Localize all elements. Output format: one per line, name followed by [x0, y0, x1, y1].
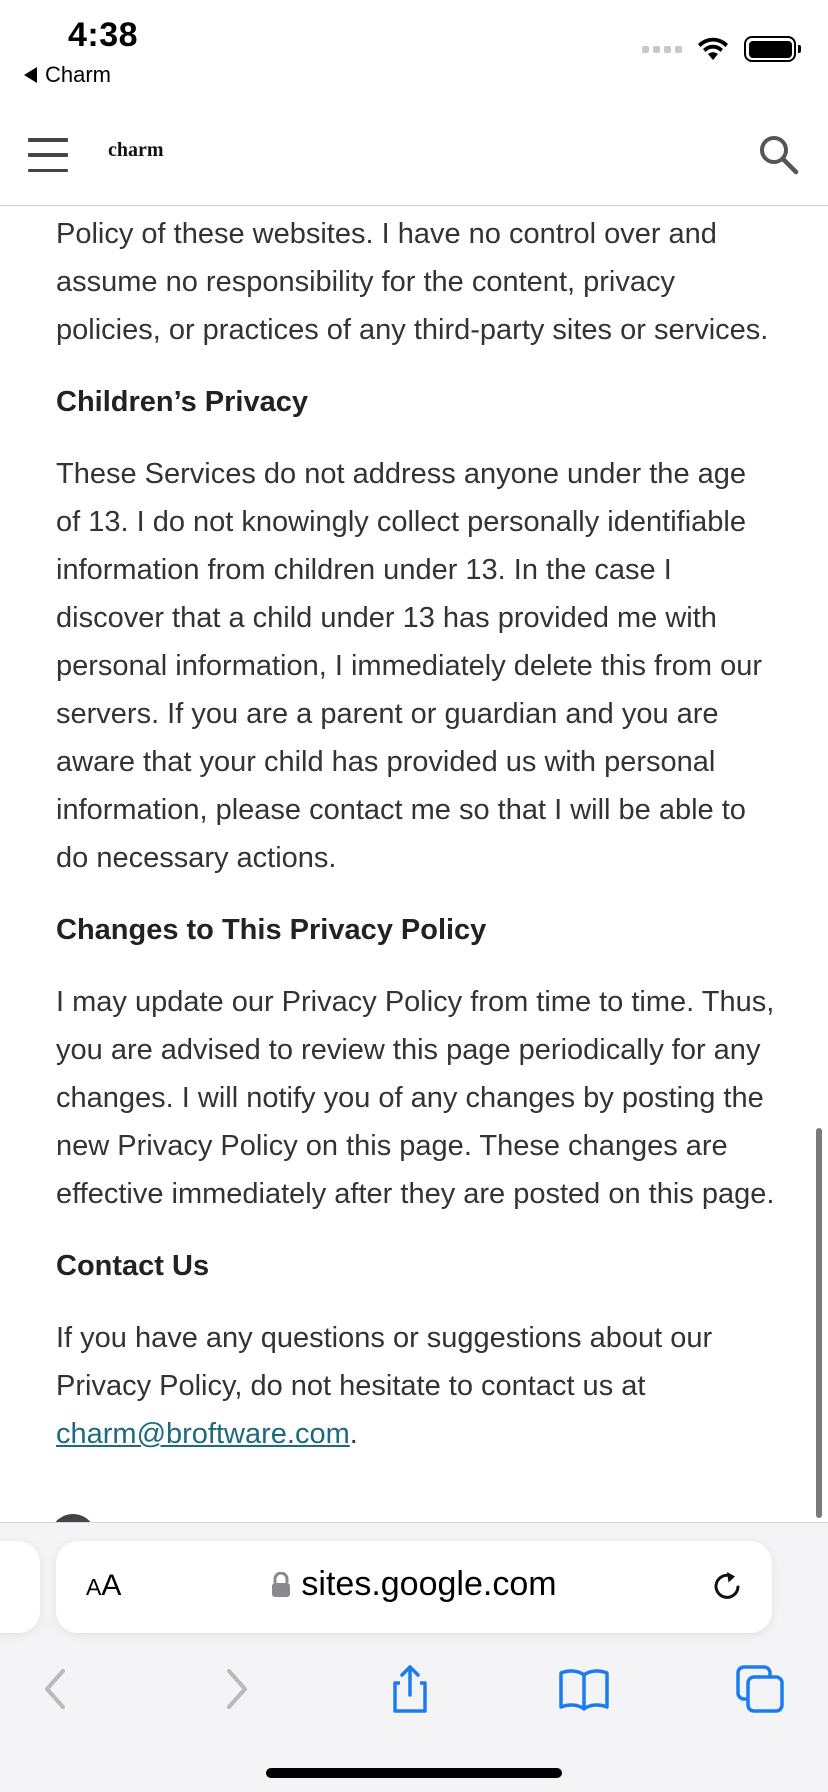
search-icon[interactable] — [756, 132, 800, 176]
home-indicator[interactable] — [266, 1768, 562, 1778]
tabs-icon[interactable] — [732, 1661, 788, 1717]
url-display[interactable] — [56, 1565, 772, 1604]
contact-period: . — [349, 1418, 358, 1450]
back-app-label: Charm — [45, 62, 112, 87]
back-triangle-icon — [24, 67, 37, 83]
article-content — [56, 206, 776, 1521]
childrens-privacy-paragraph: These Services do not address anyone under the age of 13. I do not knowingly collect personally identifiable information from children under 13. In the case I discover that a child under 13 has provided me with personal information, I immediately delete this from our servers. If you are a parent or guardian and you are aware that your child has provided us with personal information, please contact me so that I will be able to do necessary actions. — [56, 458, 762, 874]
site-brand[interactable]: charm — [108, 139, 164, 161]
policy-changes-heading: Changes to This Privacy Policy — [56, 914, 487, 946]
reload-icon[interactable] — [708, 1567, 746, 1605]
third-party-paragraph: Policy of these websites. I have no control over and assume no responsibility for the content, privacy policies, or practices of any third-party sites or services. — [56, 218, 769, 346]
contact-email-link[interactable]: charm@broftware.com — [56, 1418, 350, 1450]
policy-changes-paragraph: I may update our Privacy Policy from time to time. Thus, you are advised to review this page periodically for any changes. I will notify you of any changes by posting the new Privacy Policy on this page. These changes are effective immediately after they are posted on this page. — [56, 986, 775, 1210]
address-bar[interactable] — [56, 1541, 772, 1633]
browser-bottom-bar — [0, 1522, 828, 1792]
back-to-app-button[interactable] — [24, 62, 111, 88]
browser-toolbar — [0, 1651, 828, 1731]
back-icon[interactable] — [28, 1661, 84, 1717]
status-time: 4:38 — [68, 16, 139, 54]
contact-paragraph — [56, 1314, 776, 1458]
share-icon[interactable] — [382, 1661, 438, 1717]
site-header — [0, 106, 828, 206]
wifi-icon — [696, 36, 730, 62]
signal-icon — [642, 46, 682, 53]
scrollbar[interactable] — [816, 1128, 822, 1518]
forward-icon[interactable] — [208, 1661, 264, 1717]
status-bar — [0, 0, 828, 100]
bookmarks-icon[interactable] — [556, 1661, 612, 1717]
battery-icon — [744, 36, 796, 62]
contact-text: If you have any questions or suggestions about our Privacy Policy, do not hesitate to contact us at — [56, 1322, 713, 1402]
text-size-button[interactable]: AA — [86, 1569, 122, 1602]
previous-tab-peek[interactable] — [0, 1541, 40, 1633]
childrens-privacy-heading: Children’s Privacy — [56, 386, 308, 418]
lock-icon — [271, 1572, 291, 1598]
url-text: sites.google.com — [301, 1565, 557, 1603]
hamburger-icon[interactable] — [28, 138, 68, 172]
status-icons — [642, 36, 796, 62]
contact-heading: Contact Us — [56, 1250, 210, 1282]
